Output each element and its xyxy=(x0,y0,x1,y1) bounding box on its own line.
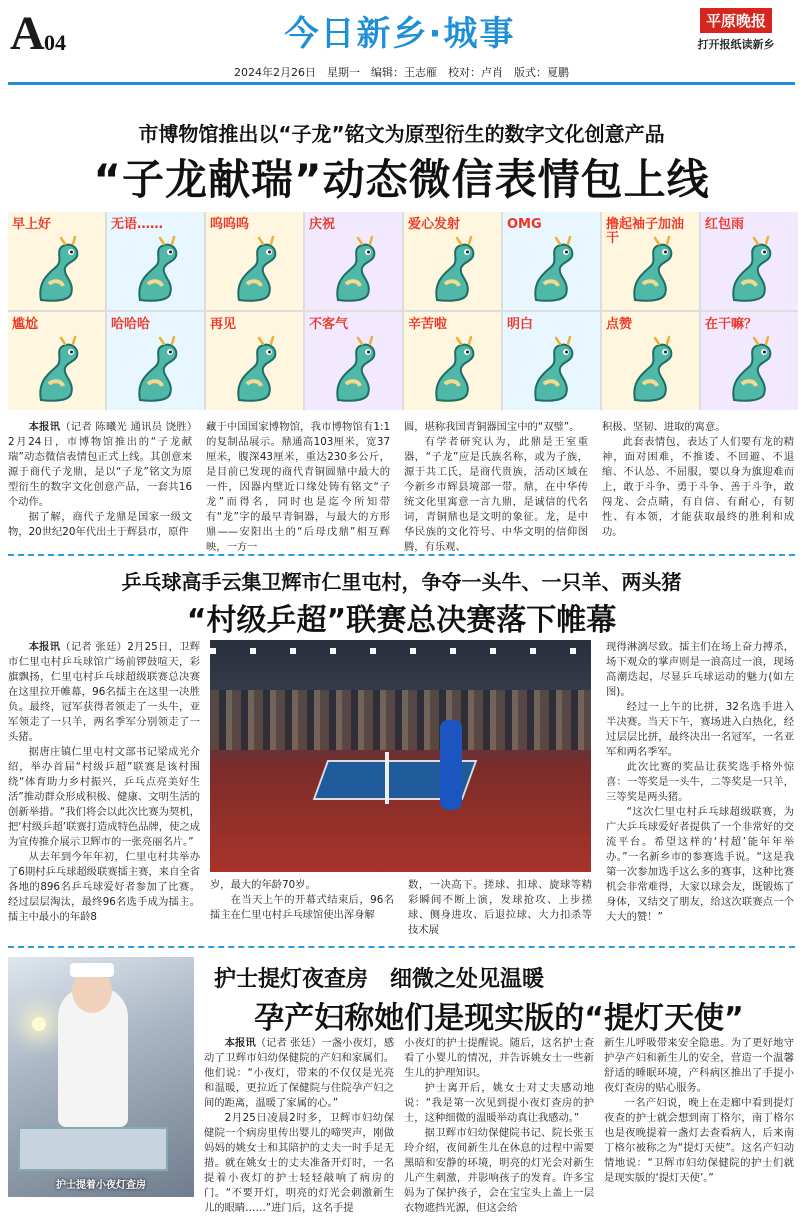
story2-subhead: 乒乓球高手云集卫辉市仁里屯村，争夺一头牛、一只羊、两头猪 xyxy=(121,570,682,594)
paragraph: 从去年到今年年初，仁里屯村共举办了6期村乒乓球超级联赛擂主赛，来自全省各地的896名乒乓球爱好者参加了比赛。经过层层淘汰，最终96名选手成为擂主。擂主中最小的年龄8 xyxy=(8,851,200,923)
paragraph: 藏于中国国家博物馆，我市博物馆有1:1的复制品展示。鼎通高103厘米，宽37厘米，腹深43厘米，重达230多公斤，是目前已发现的商代青铜圆鼎中最大的一件，因器内壁近口缘处铸有铭文“子龙”而得名，同时也是迄今所知带有“龙”字的最早青铜器，与最大的方形鼎——安阳出土的“后母戊鼎”相互辉映，一方一 xyxy=(206,421,390,553)
sticker-caption: 不客气 xyxy=(309,317,349,332)
story3-column-1 xyxy=(204,1036,394,1216)
sticker xyxy=(701,212,798,310)
sticker-caption: 红包雨 xyxy=(705,217,745,232)
sticker-caption: 点赞 xyxy=(606,317,633,332)
brand-name: 平原晚报 xyxy=(700,8,772,33)
dragon-sticker-icon xyxy=(423,336,483,406)
page-letter: A xyxy=(10,7,45,60)
sticker xyxy=(602,312,699,410)
story1-column-2 xyxy=(206,420,390,555)
dragon-sticker-icon xyxy=(225,236,285,306)
dragon-sticker-icon xyxy=(225,336,285,406)
sticker xyxy=(602,212,699,310)
paragraph: 据了解，商代子龙鼎是国家一级文物，20世纪20年代出土于辉县市，原件 xyxy=(8,511,192,538)
sticker-grid xyxy=(8,212,798,410)
dateline-lead: 本报讯 xyxy=(224,1037,256,1049)
dragon-sticker-icon xyxy=(27,336,87,406)
sticker xyxy=(701,312,798,410)
story2-mid-column-b xyxy=(408,878,592,938)
paragraph: 有学者研究认为，此鼎是王室重器，“子龙”应是氏族名称，或为子族，源于共工氏，是商代贵族，活动区域在今新乡市辉县境部一带。鼎，在中华传统文化里寓意一言九鼎，是诚信的代名词，青铜鼎也是文明的象征。龙，是中华民族的文化符号、中华文明的信仰图腾，有乐观、 xyxy=(404,436,588,553)
paragraph: 经过一上午的比拼，32名选手进入半决赛。当天下午，赛场进入白热化，经过层层比拼，最终决出一名冠军，一名亚军和两名季军。 xyxy=(606,701,794,758)
dateline-lead: 本报讯 xyxy=(28,641,61,653)
sticker-caption: 呜呜呜 xyxy=(210,217,250,232)
story2-mid-column-a xyxy=(210,878,394,923)
paragraph: 现得淋漓尽致。擂主们在场上奋力搏杀，场下观众的掌声则是一浪高过一浪，现场高潮迭起，尽显乒乓球运动的魅力(如左图)。 xyxy=(606,641,794,698)
dragon-sticker-icon xyxy=(126,236,186,306)
photo-caption: 护士提着小夜灯查房 xyxy=(56,1180,146,1191)
story2-left-column xyxy=(8,640,200,925)
sticker-caption: 无语…… xyxy=(111,217,164,232)
paragraph: （记者 张廷）2月25日，卫辉市仁里屯村乒乓球馆广场前锣鼓喧天，彩旗飘扬，仁里屯村乒乓球超级联赛总决赛在这里拉开帷幕，96名擂主在这里一决胜负。最终，冠军获得者领走了一头牛，亚军领走了一只羊，两名季军分别领走了一头猪。 xyxy=(8,641,200,743)
story3-subhead: 护士提灯夜查房 细微之处见温暖 xyxy=(214,967,545,992)
table-tennis-photo xyxy=(210,640,591,872)
dragon-sticker-icon xyxy=(720,336,780,406)
sticker-caption: 在干嘛？ xyxy=(705,317,758,332)
sticker xyxy=(305,312,402,410)
sticker xyxy=(107,212,204,310)
dateline-lead: 本报讯 xyxy=(28,421,61,433)
brand-logo xyxy=(681,8,791,52)
paragraph: 据卫辉市妇幼保健院书记、院长张玉玲介绍，夜间新生儿在休息的过程中需要黑暗和安静的环境，明亮的灯光会对新生儿产生刺激，并影响孩子的发育。许多宝妈为了保护孩子，会在宝宝头上盖上一层衣物遮挡光源，但这会给 xyxy=(404,1127,594,1214)
sticker-caption: 撸起袖子加油干 xyxy=(606,217,685,247)
dragon-sticker-icon xyxy=(324,236,384,306)
sticker-caption: 爱心发射 xyxy=(408,217,461,232)
paragraph: 2月25日凌晨2时多，卫辉市妇幼保健院一个病房里传出婴儿的啼哭声，刚做妈妈的姚女士和其陪护的丈夫一时手足无措。就在姚女士的丈夫准备开灯时，一名提着小夜灯的护士轻轻敲响了病房的门。“不要开灯，明亮的灯光会刺激新生儿的眼睛……”进门后，这名手提 xyxy=(204,1112,394,1214)
sticker-caption: OMG xyxy=(507,217,542,232)
dragon-sticker-icon xyxy=(720,236,780,306)
baby-crib xyxy=(18,1127,168,1171)
section-divider xyxy=(8,554,795,556)
brand-slogan: 打开报纸读新乡 xyxy=(697,38,775,51)
paragraph: 在当天上午的开幕式结束后，96名擂主在仁里屯村乒乓球馆使出浑身解 xyxy=(210,894,394,921)
sticker-caption: 哈哈哈 xyxy=(111,317,151,332)
nurse-cap xyxy=(70,963,114,977)
story3-headline: 孕产妇称她们是现实版的“提灯天使” xyxy=(254,1001,744,1036)
sticker xyxy=(8,312,105,410)
story2-right-column xyxy=(606,640,794,925)
story1-column-1 xyxy=(8,420,192,540)
section-title: 今日新乡·城事 xyxy=(284,14,516,54)
story3-column-3 xyxy=(604,1036,794,1186)
paragraph: “这次仁里屯村乒乓球超级联赛，为广大乒乓球爱好者提供了一个非常好的交流平台。希望这样的‘村超’能年年举办。”一名新乡市的参赛选手说。“这是我第一次参加选手这么多的赛事，这种比赛机会非常难得，大家以球会友，既锻炼了身体，又结交了朋友，给这次联赛点一个大大的赞！” xyxy=(606,806,794,923)
table-net xyxy=(385,752,389,804)
sticker xyxy=(107,312,204,410)
paragraph: 此次比赛的奖品让获奖选手格外惊喜：一等奖是一头牛，二等奖是一只羊，三等奖是两头猪。 xyxy=(606,761,794,803)
page-number: 04 xyxy=(44,30,66,55)
header-rule xyxy=(8,82,795,85)
dragon-sticker-icon xyxy=(621,236,681,306)
story1-headline: “子龙献瑞”动态微信表情包上线 xyxy=(93,155,710,204)
paragraph: 一名产妇说，晚上在走廊中看到提灯夜查的护士就会想到南丁格尔，南丁格尔也是夜晚提着一盏灯去查看病人，后来南丁格尔被称之为“提灯天使”。这名产妇动情地说：“卫辉市妇幼保健院的护士们就是现实版的‘提灯天使’。” xyxy=(604,1097,794,1184)
sticker xyxy=(503,312,600,410)
lamp-icon xyxy=(32,1017,46,1031)
sticker-caption: 庆祝 xyxy=(309,217,336,232)
paragraph: 此套表情包，表达了人们要有龙的精神，面对困难，不推诿、不回避、不退缩、不认怂、不屈服，要以身为旗迎难而上，敢于斗争、勇于斗争、善于斗争，敢闯龙、会点睛，有自信、有耐心，有韧性、有本领，才能获取最终的胜利和成功。 xyxy=(602,436,794,538)
sticker xyxy=(305,212,402,310)
dragon-sticker-icon xyxy=(126,336,186,406)
dragon-sticker-icon xyxy=(522,336,582,406)
story1-subhead: 市博物馆推出以“子龙”铭文为原型衍生的数字文化创意产品 xyxy=(138,122,665,146)
sticker xyxy=(404,312,501,410)
sticker-caption: 辛苦啦 xyxy=(408,317,448,332)
spectators xyxy=(210,690,591,750)
dragon-sticker-icon xyxy=(324,336,384,406)
sticker xyxy=(8,212,105,310)
section-divider xyxy=(8,946,795,948)
paragraph: 小夜灯的护士提醒说。随后，这名护士查看了小婴儿的情况，并告诉姚女士一些新生儿的护理知识。 xyxy=(404,1037,594,1079)
dragon-sticker-icon xyxy=(27,236,87,306)
sticker-caption: 尴尬 xyxy=(12,317,39,332)
story2-headline: “村级乒超”联赛总决赛落下帷幕 xyxy=(186,603,617,638)
paragraph: 积极、坚韧、进取的寓意。 xyxy=(602,421,726,433)
paragraph: 岁，最大的年龄70岁。 xyxy=(210,879,316,891)
paragraph: 护士离开后，姚女士对丈夫感动地说：“我是第一次见到提小夜灯查房的护士，这种细微的温暖举动真让我感动。” xyxy=(404,1082,594,1124)
dragon-sticker-icon xyxy=(621,336,681,406)
paragraph: 圆，堪称我国青铜器国宝中的“双璧”。 xyxy=(404,421,580,433)
sticker-caption: 明白 xyxy=(507,317,534,332)
dragon-sticker-icon xyxy=(423,236,483,306)
sticker xyxy=(206,312,303,410)
player-figure xyxy=(440,720,462,810)
paragraph: 新生儿呼吸带来安全隐患。为了更好地守护孕产妇和新生儿的安全，营造一个温馨舒适的睡眠环境，产科病区推出了手提小夜灯查房的贴心服务。 xyxy=(604,1037,794,1094)
sticker xyxy=(503,212,600,310)
dragon-sticker-icon xyxy=(522,236,582,306)
paragraph: 据唐庄镇仁里屯村文部书记梁成光介绍，举办首届“村级乒超”联赛是该村围绕“体育助力乡村振兴，乒乓点亮美好生活”推动群众形成积极、健康、文明生活的创新举措。“我们将会以此次比赛为契机，把‘村级乒超’联赛打造成特色品牌，使之成为宣传推介展示卫辉市的一张亮丽名片。” xyxy=(8,746,200,848)
paragraph: （记者 陈曦光 通讯员 饶胜）2月24日，市博物馆推出的“子龙献瑞”动态微信表情包正式上线。其创意来源于商代子龙鼎，是以“子龙”铭文为原型衍生的数字文化创意产品，一套共16个动作。 xyxy=(8,421,193,508)
dateline: 2024年2月26日 星期一 编辑：王志雁 校对：卢肖 版式：夏鹏 xyxy=(234,66,569,79)
nurse-photo xyxy=(8,957,194,1197)
page-header xyxy=(0,0,803,88)
sticker xyxy=(404,212,501,310)
paragraph: （记者 张廷）一盏小夜灯，感动了卫辉市妇幼保健院的产妇和家属们。他们说：“小夜灯，带来的不仅仅是光亮和温暖，更拉近了保健院与住院孕产妇之间的距离，温暖了家属的心。” xyxy=(204,1037,394,1109)
story1-column-3 xyxy=(404,420,588,555)
sticker-caption: 早上好 xyxy=(12,217,52,232)
story3-column-2 xyxy=(404,1036,594,1216)
ceiling-lights xyxy=(210,648,591,654)
paragraph: 数，一决高下。搓球、扣球、旋球等精彩瞬间不断上演，发球抢攻、上步搓球、侧身进攻、后退拉球、大力扣杀等技术展 xyxy=(408,879,592,936)
story1-column-4 xyxy=(602,420,794,540)
sticker-caption: 再见 xyxy=(210,317,237,332)
sticker xyxy=(206,212,303,310)
